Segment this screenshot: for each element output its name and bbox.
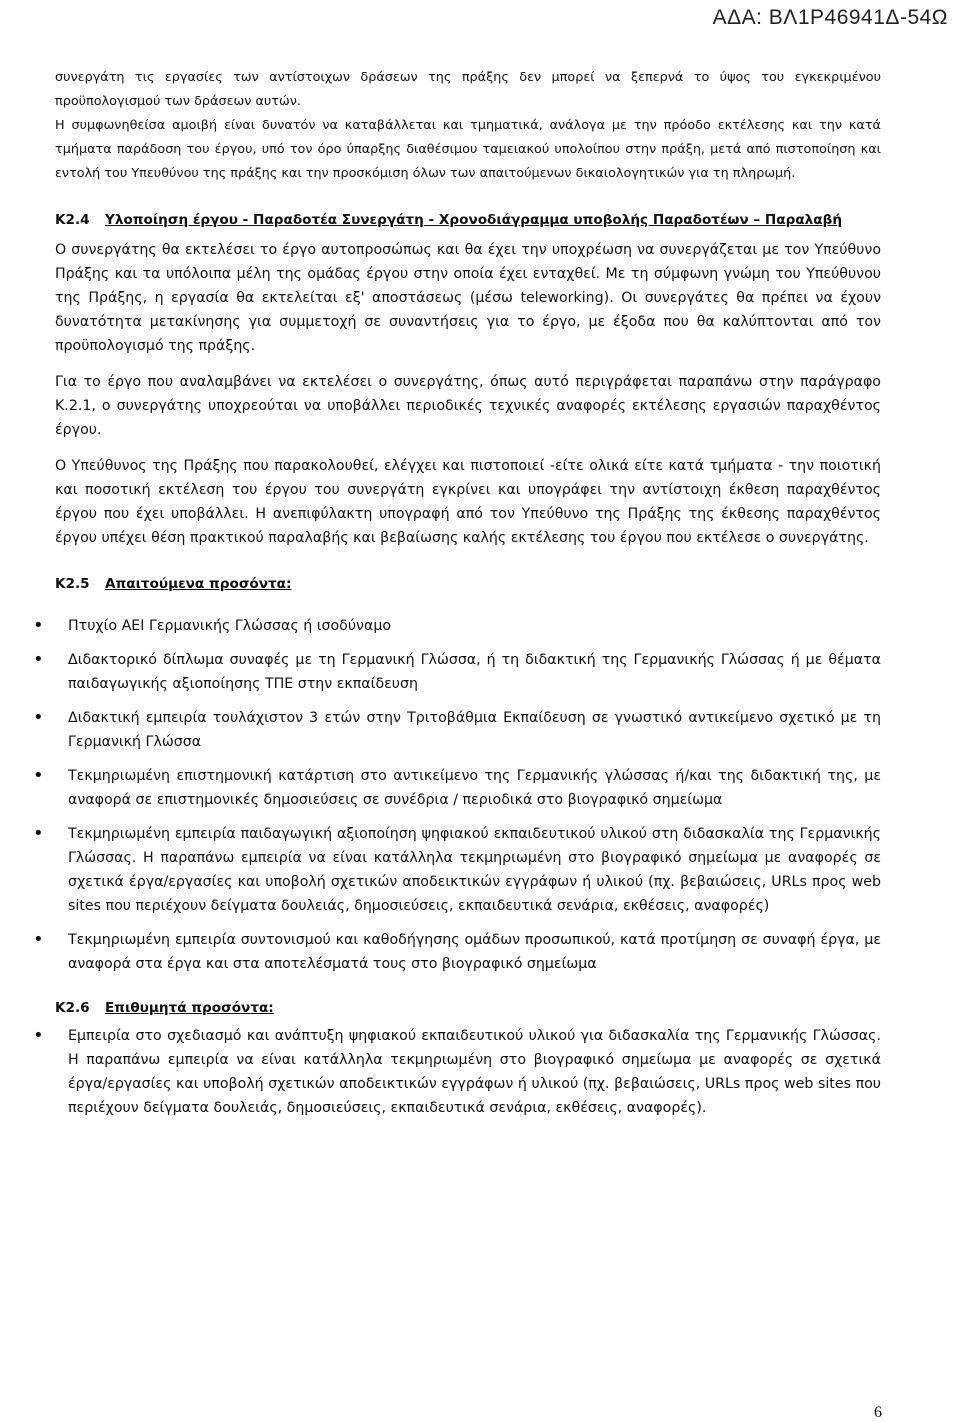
section-k25-heading xyxy=(55,572,881,596)
list-item: • Τεκμηριωμένη εμπειρία συντονισμού και καθοδήγησης ομάδων προσωπικού, κατά προτίμηση σε συναφή έργα, με αναφορά στα έργα και στα αποτελέσματά τους στο βιογραφικό σημείωμα xyxy=(55,928,881,976)
section-number: Κ2.5 xyxy=(55,576,90,592)
required-qualifications-list xyxy=(55,614,881,976)
document-page xyxy=(55,66,881,1120)
intro-paragraph-2: Η συμφωνηθείσα αμοιβή είναι δυνατόν να καταβάλλεται και τμηματικά, ανάλογα με την πρόοδο εκτέλεσης και την κατά τμήματα παράδοση του έργου, υπό τον όρο ύπαρξης διαθέσιμου ταμειακού υπολοίπου στην πράξη, μετά από πιστοποίηση και εντολή του Υπευθύνου της πράξης και την προσκόμιση όλων των απαιτούμενων δικαιολογητικών για τη πληρωμή. xyxy=(55,118,881,181)
k24-paragraph-3: Ο Υπεύθυνος της Πράξης που παρακολουθεί, ελέγχει και πιστοποιεί -είτε ολικά είτε κατά τμήματα - την ποιοτική και ποσοτική εκτέλεση του έργου του συνεργάτη εγκρίνει και υπογράφει την αντίστοιχη έκθεση παραχθέντος έργου που έχει υποβάλλει. Η ανεπιφύλακτη υπογραφή από τον Υπεύθυνο της Πράξης της έκθεσης παραχθέντος έργου υπέχει θέση πρακτικού παραλαβής και βεβαίωσης καλής εκτέλεσης του έργου που εκτέλεσε ο συνεργάτης. xyxy=(55,458,881,546)
list-item: • Εμπειρία στο σχεδιασμό και ανάπτυξη ψηφιακού εκπαιδευτικού υλικού για διδασκαλία της Γερμανικής Γλώσσας. Η παραπάνω εμπειρία να είναι κατάλληλα τεκμηριωμένη στο βιογραφικό σημείωμα με αναφορές σε σχετικά έργα/εργασίες και υποβολή σχετικών αποδεικτικών εγγράφων ή υλικού (πχ. βεβαιώσεις, URLs προς web sites που περιέχουν δείγματα δουλειάς, δημοσιεύσεις, εκπαιδευτικά σενάρια, εκθέσεις, αναφορές). xyxy=(55,1024,881,1120)
section-number: Κ2.6 xyxy=(55,1000,90,1016)
page-number: 6 xyxy=(874,1404,882,1421)
list-item: • Διδακτορικό δίπλωμα συναφές με τη Γερμανική Γλώσσα, ή τη διδακτική της Γερμανικής Γλώσσας ή με θέματα παιδαγωγικής αξιοποίησης ΤΠΕ στην εκπαίδευση xyxy=(55,648,881,696)
section-title: Υλοποίηση έργου - Παραδοτέα Συνεργάτη - Χρονοδιάγραμμα υποβολής Παραδοτέων – Παραλαβή xyxy=(105,212,843,228)
section-title: Επιθυμητά προσόντα: xyxy=(105,1000,274,1016)
section-k26-heading xyxy=(55,996,881,1020)
desired-qualifications-list xyxy=(55,1024,881,1120)
section-number: Κ2.4 xyxy=(55,212,90,228)
list-item: • Τεκμηριωμένη εμπειρία παιδαγωγική αξιοποίηση ψηφιακού εκπαιδευτικού υλικού στη διδασκαλία της Γερμανικής Γλώσσας. Η παραπάνω εμπειρία να είναι κατάλληλα τεκμηριωμένη στο βιογραφικό σημείωμα με αναφορές σε σχετικά έργα/εργασίες και υποβολή σχετικών αποδεικτικών εγγράφων ή υλικού (πχ. βεβαιώσεις, URLs προς web sites που περιέχουν δείγματα δουλειάς, δημοσιεύσεις, εκπαιδευτικά σενάρια, εκθέσεις, αναφορές) xyxy=(55,822,881,918)
ada-code: ΑΔΑ: ΒΛ1Ρ46941Δ-54Ω xyxy=(712,6,948,29)
section-k24-heading xyxy=(55,208,881,232)
section-title: Απαιτούμενα προσόντα: xyxy=(105,576,292,592)
list-item: • Πτυχίο ΑΕΙ Γερμανικής Γλώσσας ή ισοδύναμο xyxy=(55,614,881,638)
k24-paragraph-2: Για το έργο που αναλαμβάνει να εκτελέσει ο συνεργάτης, όπως αυτό περιγράφεται παραπάνω στην παράγραφο Κ.2.1, ο συνεργάτης υποχρεούται να υποβάλλει περιοδικές τεχνικές αναφορές εκτέλεσης εργασιών παραχθέντος έργου. xyxy=(55,374,881,438)
k24-paragraph-1: Ο συνεργάτης θα εκτελέσει το έργο αυτοπροσώπως και θα έχει την υποχρέωση να συνεργάζεται με τον Υπεύθυνο Πράξης και τα υπόλοιπα μέλη της ομάδας έργου στην οποία έχει ενταχθεί. Με τη σύμφωνη γνώμη του Υπεύθυνου της Πράξης, η εργασία θα εκτελείται εξ' αποστάσεως (μέσω teleworking). Οι συνεργάτες θα πρέπει να έχουν δυνατότητα μετακίνησης για συμμετοχή σε συναντήσεις για το έργο, με έξοδα που θα καλύπτονται από τον προϋπολογισμό της πράξης. xyxy=(55,242,881,354)
list-item: • Τεκμηριωμένη επιστημονική κατάρτιση στο αντικείμενο της Γερμανικής γλώσσας ή/και της διδακτική της, με αναφορά σε επιστημονικές δημοσιεύσεις σε συνέδρια / περιοδικά στο βιογραφικό σημείωμα xyxy=(55,764,881,812)
intro-paragraph-1: συνεργάτη τις εργασίες των αντίστοιχων δράσεων της πράξης δεν μπορεί να ξεπερνά το ύψος του εγκεκριμένου προϋπολογισμού των δράσεων αυτών. xyxy=(55,70,881,109)
list-item: • Διδακτική εμπειρία τουλάχιστον 3 ετών στην Τριτοβάθμια Εκπαίδευση σε γνωστικό αντικείμενο σχετικό με τη Γερμανική Γλώσσα xyxy=(55,706,881,754)
